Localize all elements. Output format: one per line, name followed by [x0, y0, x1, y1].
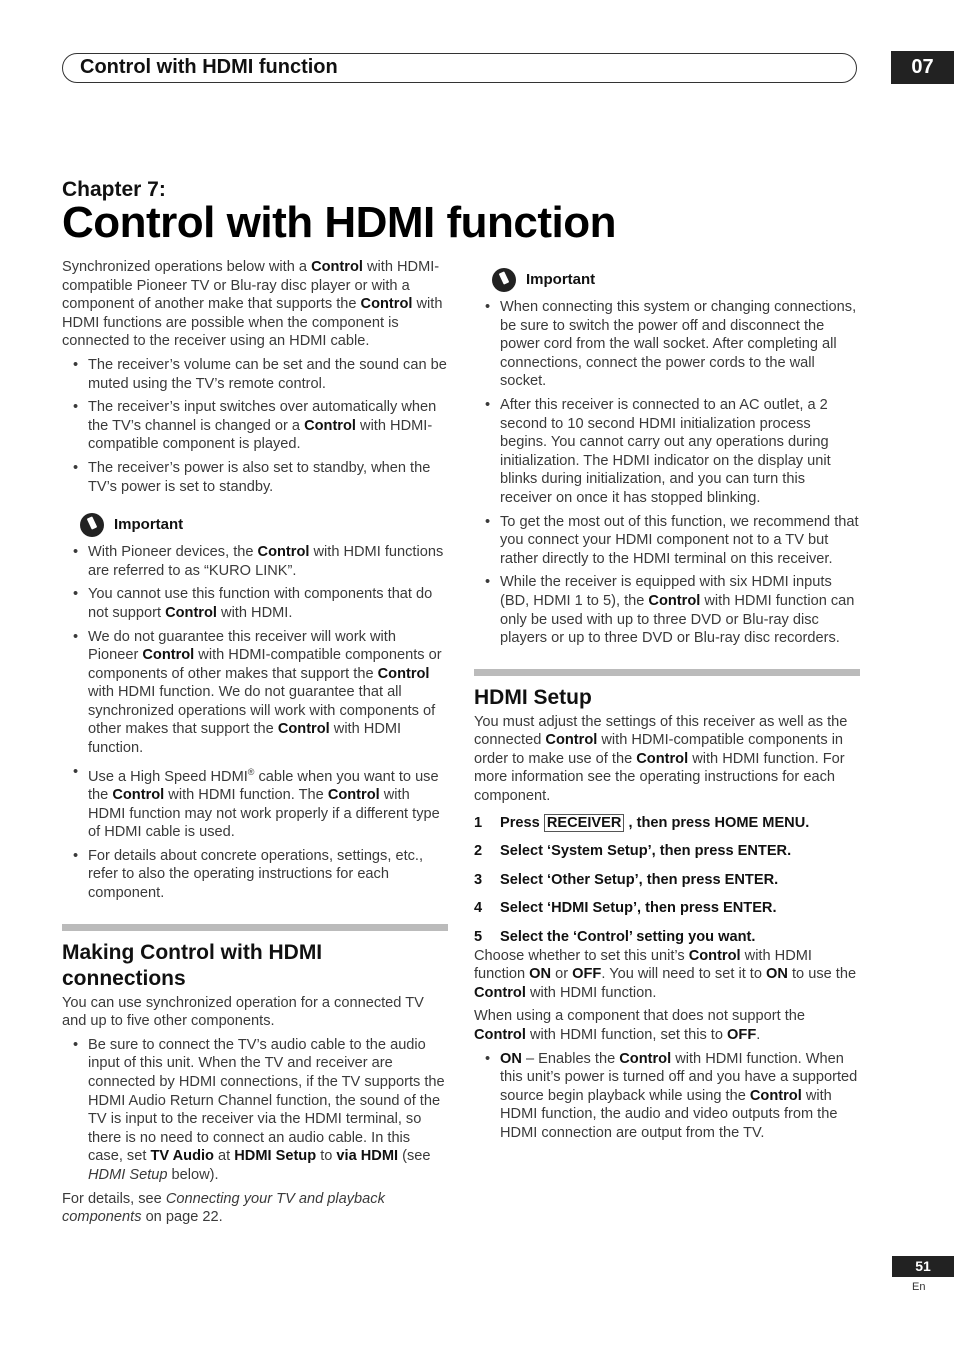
- off-paragraph: When using a component that does not support the Control with HDMI function, set this to OFF.: [474, 1008, 806, 1043]
- list-item: • ON – Enables the Control with HDMI function. When this unit’s power is turned off and you have a supported source begin playback while using the Control with HDMI function, the audio and video outputs from the HDMI connection are output from the TV.: [474, 1050, 860, 1143]
- important-list: [474, 298, 860, 648]
- chapter-label: Chapter 7:: [62, 178, 166, 201]
- setup-paragraph: You must adjust the settings of this receiver as well as the connected Control with HDMI-compatible components in order to make use of the Control with HDMI function. For more information see the operating instructions for each component.: [474, 713, 848, 805]
- page-title: Control with HDMI function: [62, 198, 616, 247]
- chapter-number-tab: 07: [891, 51, 954, 84]
- important-icon: [492, 268, 516, 292]
- list-item: • Use a High Speed HDMI® cable when you want to use the Control with HDMI function. The Control with HDMI function may not work properly if a different type of HDMI cable is used.: [62, 763, 448, 842]
- list-item: • You cannot use this function with components that do not support Control with HDMI.: [62, 585, 448, 622]
- section-divider: [474, 669, 860, 676]
- step-1: 1 Press RECEIVER , then press HOME MENU.: [474, 814, 810, 831]
- connection-list: [62, 1036, 448, 1185]
- control-paragraph: Choose whether to set this unit’s Control with HDMI function ON or OFF. You will need to set it to ON to use the Control with HDMI function.: [474, 947, 857, 1001]
- step-3: 3 Select ‘Other Setup’, then press ENTER.: [474, 871, 779, 888]
- list-item: • The receiver’s power is also set to standby, when the TV’s power is set to standby.: [62, 459, 448, 496]
- section-paragraph: You can use synchronized operation for a connected TV and up to five other components.: [62, 994, 424, 1030]
- list-item: • While the receiver is equipped with six HDMI inputs (BD, HDMI 1 to 5), the Control with HDMI function can only be used with up to three DVD or Blu-ray disc players or up to three DVD or Blu-ray disc recorders.: [474, 573, 860, 647]
- important-icon: [80, 513, 104, 537]
- list-item: • The receiver’s input switches over automatically when the TV’s channel is changed or a Control with HDMI-compatible component is played.: [62, 398, 448, 454]
- feature-list: [62, 356, 448, 496]
- section-heading: HDMI Setup: [474, 685, 592, 709]
- list-item: • The receiver’s volume can be set and the sound can be muted using the TV’s remote control.: [62, 356, 448, 393]
- list-item: • To get the most out of this function, we recommend that you connect your HDMI component not to a TV but rather directly to the HDMI terminal on this receiver.: [474, 513, 860, 569]
- step-5: 5 Select the ‘Control’ setting you want.: [474, 929, 756, 946]
- on-list: [474, 1050, 860, 1143]
- list-item: • We do not guarantee this receiver will work with Pioneer Control with HDMI-compatible components or components of other makes that support the Control with HDMI function. We do not guarantee that all synchronized operations will work with components of other makes that support the Control with HDMI function.: [62, 628, 448, 758]
- list-item: • Be sure to connect the TV’s audio cable to the audio input of this unit. When the TV and receiver are connected by HDMI connections, if the TV supports the HDMI Audio Return Channel function, the sound of the TV is input to the receiver via the HDMI terminal, so there is no need to connect an audio cable. In this case, set TV Audio at HDMI Setup to via HDMI (see HDMI Setup below).: [62, 1036, 448, 1185]
- step-2: 2 Select ‘System Setup’, then press ENTER.: [474, 843, 792, 860]
- list-item: • For details about concrete operations, settings, etc., refer to also the operating instructions for each component.: [62, 847, 448, 903]
- page-number: 51: [892, 1256, 954, 1277]
- important-list: [62, 543, 448, 903]
- header-title: Control with HDMI function: [80, 56, 338, 78]
- page-language: En: [912, 1281, 926, 1293]
- right-column: [474, 268, 860, 1148]
- section-divider: [62, 924, 448, 931]
- left-column: [62, 258, 448, 1232]
- important-heading: Important: [80, 513, 448, 537]
- receiver-key: RECEIVER: [544, 814, 625, 832]
- list-item: • When connecting this system or changing connections, be sure to switch the power off and disconnect the power cord from the wall socket. After completing all connections, connect the power cords to the wall socket.: [474, 298, 860, 391]
- list-item: • With Pioneer devices, the Control with HDMI functions are referred to as “KURO LINK”.: [62, 543, 448, 580]
- important-heading: Important: [492, 268, 860, 292]
- intro-paragraph: Synchronized operations below with a Control with HDMI-compatible Pioneer TV or Blu-ray disc player or with a component of another make that supports the Control with HDMI functions are possible when the component is connected to the receiver using an HDMI cable.: [62, 259, 443, 350]
- section-heading: Making Control with HDMI connections: [62, 940, 323, 990]
- details-paragraph: For details, see Connecting your TV and playback components on page 22.: [62, 1190, 385, 1226]
- step-4: 4 Select ‘HDMI Setup’, then press ENTER.: [474, 900, 777, 917]
- list-item: • After this receiver is connected to an AC outlet, a 2 second to 10 second HDMI initialization process begins. You cannot carry out any operations during initialization. The HDMI indicator on the display unit blinks during initialization, and you can turn this receiver on once it has stopped blinking.: [474, 396, 860, 508]
